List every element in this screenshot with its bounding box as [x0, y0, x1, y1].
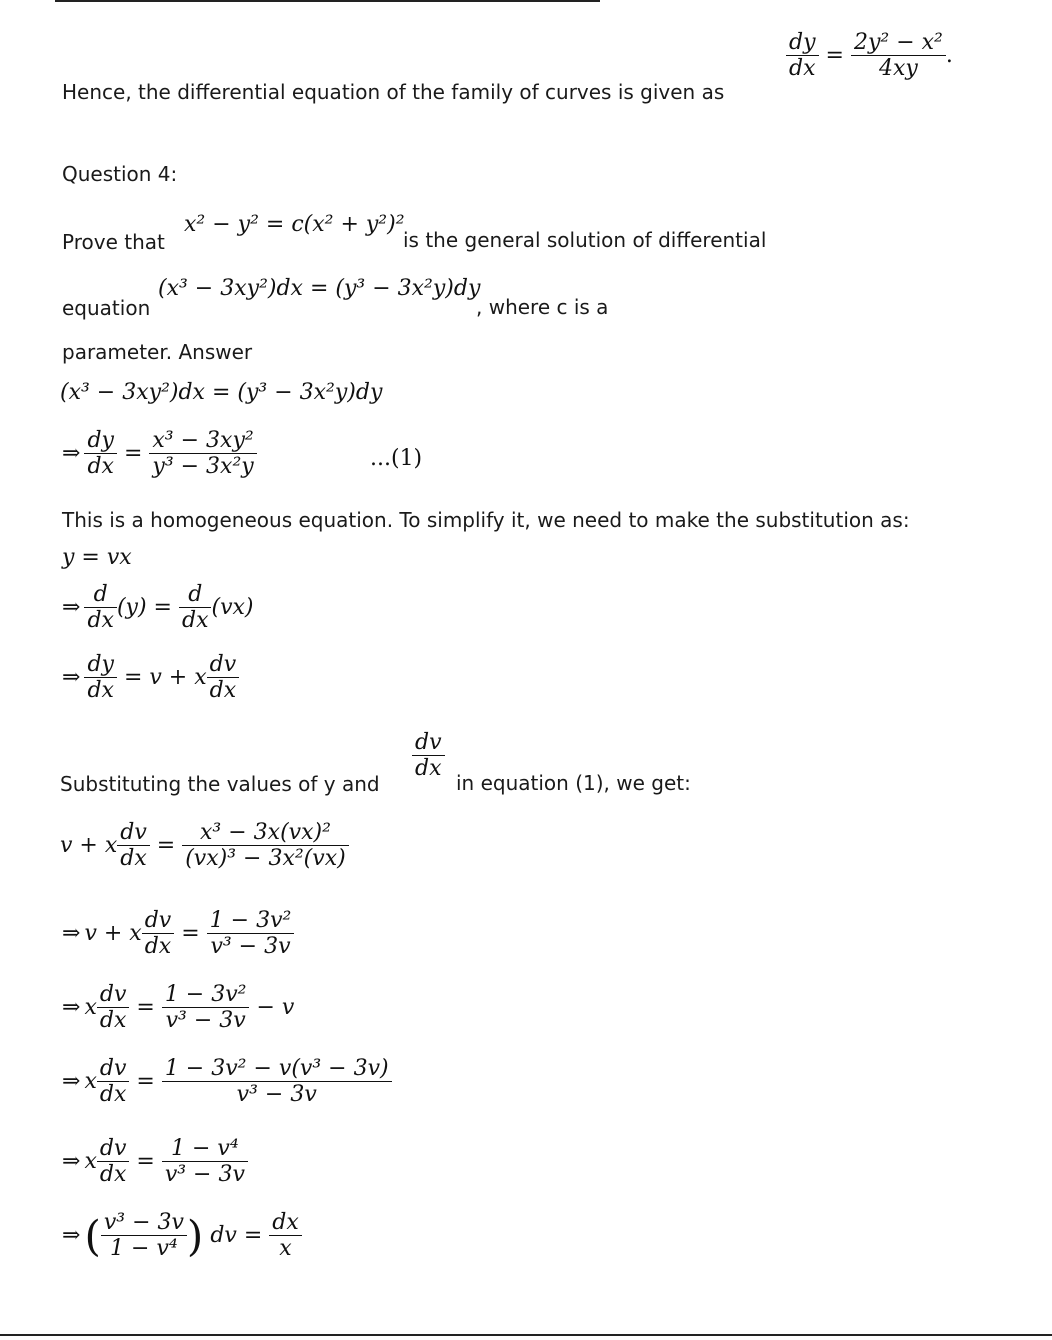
- general-solution-text: is the general solution of differential: [403, 228, 767, 252]
- bottom-rule: [0, 1334, 1052, 1336]
- where-text: , where c is a: [476, 295, 609, 319]
- prove-text: Prove that: [62, 230, 165, 254]
- parameter-answer-text: parameter. Answer: [62, 340, 253, 364]
- hence-equation: $\frac{dy}{dx}$ = $\frac{\text{2y² − x²}}{4xy}$ .: [786, 30, 953, 82]
- hence-text: Hence, the differential equation of the family of curves is given as: [62, 80, 725, 104]
- prove-equation: x² − y² = c(x² + y²)²: [184, 212, 405, 237]
- equation-word: equation: [62, 296, 151, 320]
- step-3-equation: ⇒ x $\frac{dv}{dx}$ = $\frac{\text{1 − 3v²}}{\text{v³ − 3v}}$ − v: [62, 982, 295, 1034]
- homogeneous-text: This is a homogeneous equation. To simplify it, we need to make the substitution as:: [62, 508, 910, 532]
- derivative-equation: ⇒ $\frac{d}{dx}$ (y) = $\frac{d}{dx}$ (vx): [62, 582, 254, 634]
- step-1-equation: v + x $\frac{dv}{dx}$ = $\frac{\text{x³ − 3x(vx)²}}{\text{(vx)³ − 3x²(vx)}}$: [60, 820, 349, 872]
- step-2-equation: ⇒ v + x $\frac{dv}{dx}$ = $\frac{\text{1 − 3v²}}{\text{v³ − 3v}}$: [62, 908, 294, 960]
- substituting-text-end: in equation (1), we get:: [456, 771, 691, 795]
- question-label: Question 4:: [62, 162, 178, 186]
- step-4-equation: ⇒ x $\frac{dv}{dx}$ = $\frac{\text{1 − 3v² − v(v³ − 3v)}}{\text{v³ − 3v}}$: [62, 1056, 392, 1108]
- equation-line-2: ⇒ $\frac{dy}{dx}$ = $\frac{\text{x³ − 3xy²}}{\text{y³ − 3x²y}}$: [62, 428, 257, 480]
- equation-tag: ...(1): [370, 446, 423, 471]
- given-equation: (x³ − 3xy²)dx = (y³ − 3x²y)dy: [158, 276, 481, 301]
- step-6-equation: ⇒( $\frac{\text{v³ − 3v}}{\text{1 − v⁴}}$ ) dv = $\frac{dx}{x}$: [62, 1210, 302, 1262]
- dvdx-inline-fraction: $\frac{dv}{dx}$: [412, 730, 445, 782]
- equation-line-1: (x³ − 3xy²)dx = (y³ − 3x²y)dy: [60, 380, 383, 405]
- substituting-text: Substituting the values of y and: [60, 772, 380, 796]
- top-rule: [55, 0, 600, 2]
- step-5-equation: ⇒ x $\frac{dv}{dx}$ = $\frac{\text{1 − v⁴}}{\text{v³ − 3v}}$: [62, 1136, 248, 1188]
- substitution-equation: y = vx: [62, 545, 132, 570]
- dydx-equation: ⇒ $\frac{dy}{dx}$ = v + x $\frac{dv}{dx}$: [62, 652, 239, 704]
